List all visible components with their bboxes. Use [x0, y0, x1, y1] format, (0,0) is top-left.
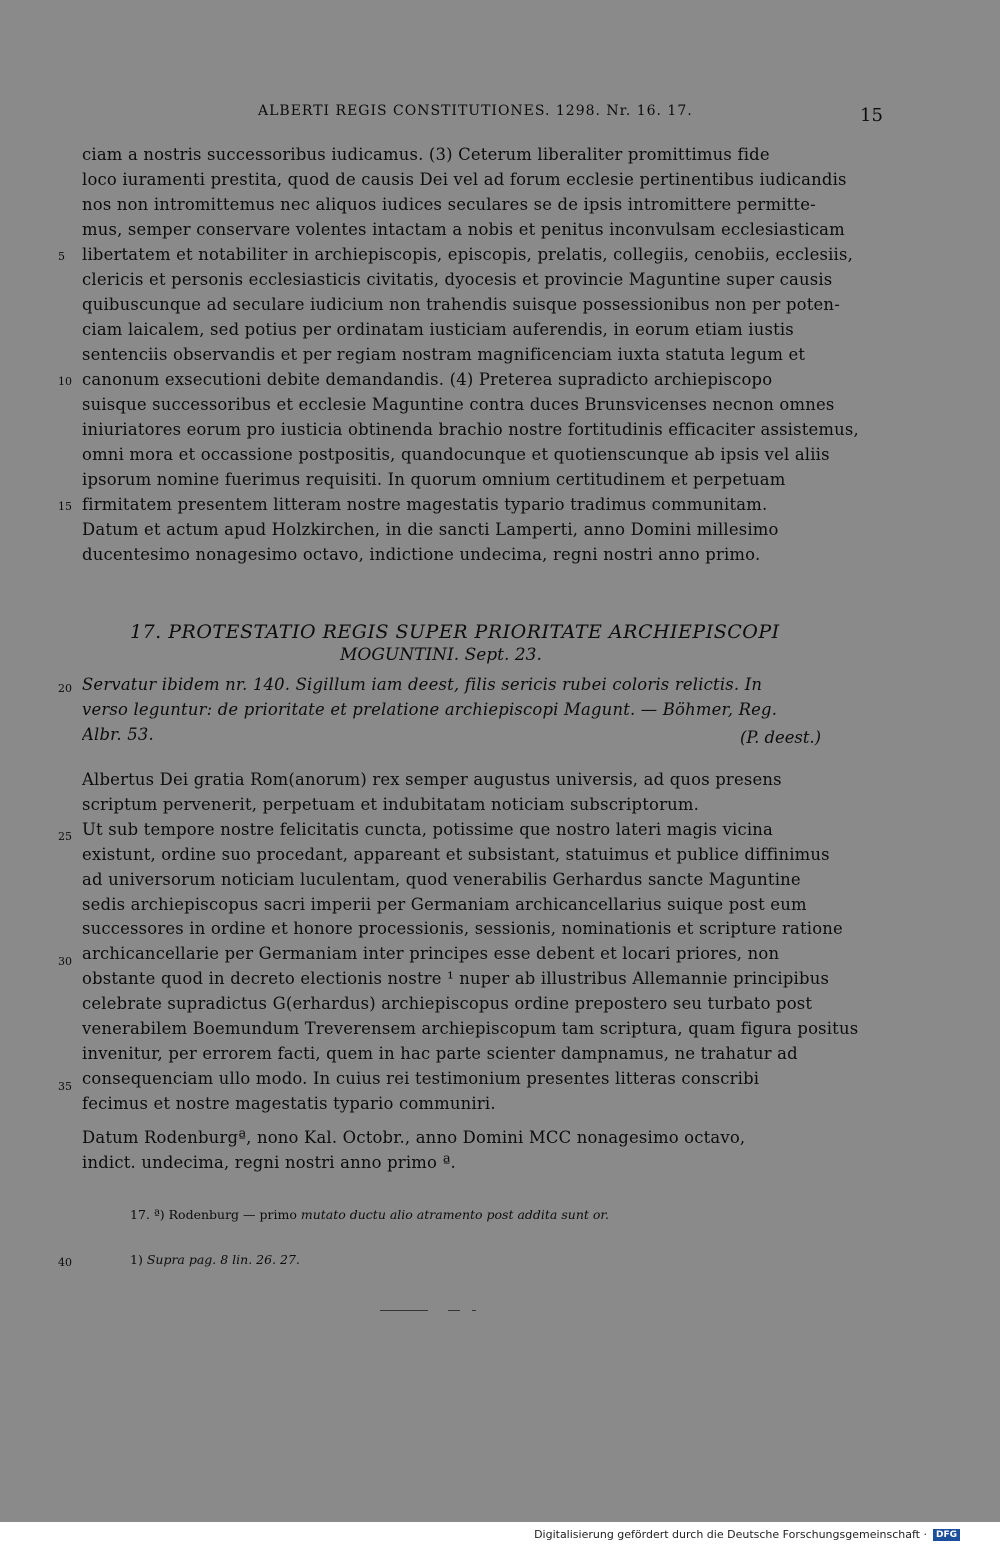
text-line: invenitur, per errorem facti, quem in hac parte scienter dampnamus, ne trahatur ad [82, 1043, 798, 1063]
text-line: Ut sub tempore nostre felicitatis cuncta, potissime que nostro lateri magis vicina [82, 819, 774, 839]
document-17-title-date: MOGUNTINI. Sept. 23. [340, 645, 542, 665]
text-line: ciam laicalem, sed potius per ordinatam iusticiam auferendis, in eorum etiam iustis [82, 320, 794, 339]
line-number: 5 [58, 250, 65, 263]
footnote-1-text: Supra pag. 8 lin. 26. 27. [146, 1252, 300, 1267]
rule [472, 1310, 476, 1311]
footnote-1 [130, 1252, 300, 1267]
text-line: successores in ordine et honore processionis, sessionis, nominationis et scripture ratione [82, 919, 843, 939]
line-number: 35 [58, 1080, 72, 1093]
line-number: 40 [58, 1256, 72, 1269]
line-number: 20 [58, 682, 72, 695]
document-17-title: 17. PROTESTATIO REGIS SUPER PRIORITATE ARCHIEPISCOPI [130, 621, 780, 643]
line-number: 10 [58, 375, 72, 388]
footnote-1-label: 1) [130, 1252, 143, 1267]
text-line: ad universorum noticiam luculentam, quod venerabilis Gerhardus sancte Maguntine [82, 869, 801, 889]
text-line: venerabilem Boemundum Treverensem archiepiscopum tam scriptura, quam figura positus [82, 1019, 859, 1038]
text-line: quibuscunque ad seculare iudicium non trahendis suisque possessionibus non per poten- [82, 295, 840, 314]
text-line: scriptum pervenerit, perpetuam et indubitatam noticiam subscriptorum. [82, 794, 700, 814]
footnote-a-label: 17. ª) Rodenburg — primo [130, 1207, 297, 1222]
dfg-logo: DFG [933, 1529, 960, 1541]
text-line: nos non intromittemus nec aliquos iudices seculares se de ipsis intromittere permitte- [82, 195, 816, 214]
text-line: firmitatem presentem litteram nostre magestatis typario tradimus communitam. [82, 495, 768, 514]
text-line: ipsorum nomine fuerimus requisiti. In quorum omnium certitudinem et perpetuam [82, 470, 786, 489]
text-line: Albertus Dei gratia Rom(anorum) rex semper augustus universis, ad quos presens [82, 770, 782, 789]
text-line: celebrate supradictus G(erhardus) archiepiscopus ordine prepostero seu turbato post [82, 994, 813, 1014]
page-number: 15 [860, 105, 883, 126]
text-line: archicancellarie per Germaniam inter principes esse debent et locari priores, non [82, 944, 780, 964]
footnote-a [130, 1207, 609, 1222]
text-line: ducentesimo nonagesimo octavo, indictione undecima, regni nostri anno primo. [82, 545, 761, 564]
source-note-line: Servatur ibidem nr. 140. Sigillum iam deest, filis sericis rubei coloris relictis. In [82, 675, 763, 694]
text-line: fecimus et nostre magestatis typario communiri. [82, 1093, 496, 1113]
source-note-edition: (P. deest.) [740, 728, 822, 747]
text-line: existunt, ordine suo procedant, appareant et subsistant, statuimus et publice diffinimus [82, 844, 830, 864]
text-line: sedis archiepiscopus sacri imperii per Germaniam archicancellarius suique post eum [82, 894, 807, 914]
text-line: clericis et personis ecclesiasticis civitatis, dyocesis et provincie Maguntine super causis [82, 270, 833, 289]
line-number: 30 [58, 955, 72, 968]
text-line: libertatem et notabiliter in archiepiscopis, episcopis, prelatis, collegiis, cenobiis, ecclesiis, [82, 245, 854, 264]
text-line: consequenciam ullo modo. In cuius rei testimonium presentes litteras conscribi [82, 1068, 760, 1088]
text-line: sentenciis observandis et per regiam nostram magnificenciam iuxta statuta legum et [82, 345, 806, 364]
footnote-a-text: mutato ductu alio atramento post addita sunt or. [300, 1207, 609, 1222]
datum-line: indict. undecima, regni nostri anno primo ª. [82, 1153, 456, 1172]
line-number: 15 [58, 500, 72, 513]
text-line: canonum exsecutioni debite demandandis. (4) Preterea supradicto archiepiscopo [82, 370, 773, 389]
line-number: 25 [58, 830, 72, 843]
datum-line: Datum Rodenburgª, nono Kal. Octobr., anno Domini MCC nonagesimo octavo, [82, 1128, 746, 1147]
text-line: obstante quod in decreto electionis nostre ¹ nuper ab illustribus Allemannie principibus [82, 969, 830, 989]
rule [380, 1310, 428, 1311]
text-line: mus, semper conservare volentes intactam a nobis et penitus inconvulsam ecclesiasticam [82, 220, 845, 239]
text-line: Datum et actum apud Holzkirchen, in die sancti Lamperti, anno Domini millesimo [82, 520, 779, 539]
text-line: iniuriatores eorum pro iusticia obtinenda brachio nostre fortitudinis efficaciter assistemus, [82, 420, 859, 439]
text-line: suisque successoribus et ecclesie Maguntine contra duces Brunsvicenses necnon omnes [82, 395, 835, 414]
credit-text: Digitalisierung gefördert durch die Deutsche Forschungsgemeinschaft · [534, 1528, 927, 1541]
source-note-line: Albr. 53. [82, 725, 154, 744]
rule [448, 1310, 460, 1311]
text-line: ciam a nostris successoribus iudicamus. (3) Ceterum liberaliter promittimus fide [82, 145, 770, 164]
running-title: ALBERTI REGIS CONSTITUTIONES. 1298. Nr. 16. 17. [258, 103, 693, 119]
text-line: omni mora et occassione postpositis, quandocunque et quotienscunque ab ipsis vel aliis [82, 445, 830, 464]
digitization-credit [534, 1528, 960, 1541]
text-line: loco iuramenti prestita, quod de causis Dei vel ad forum ecclesie pertinentibus iudicandis [82, 170, 847, 189]
source-note-line: verso leguntur: de prioritate et prelatione archiepiscopi Magunt. — Böhmer, Reg. [82, 700, 778, 719]
